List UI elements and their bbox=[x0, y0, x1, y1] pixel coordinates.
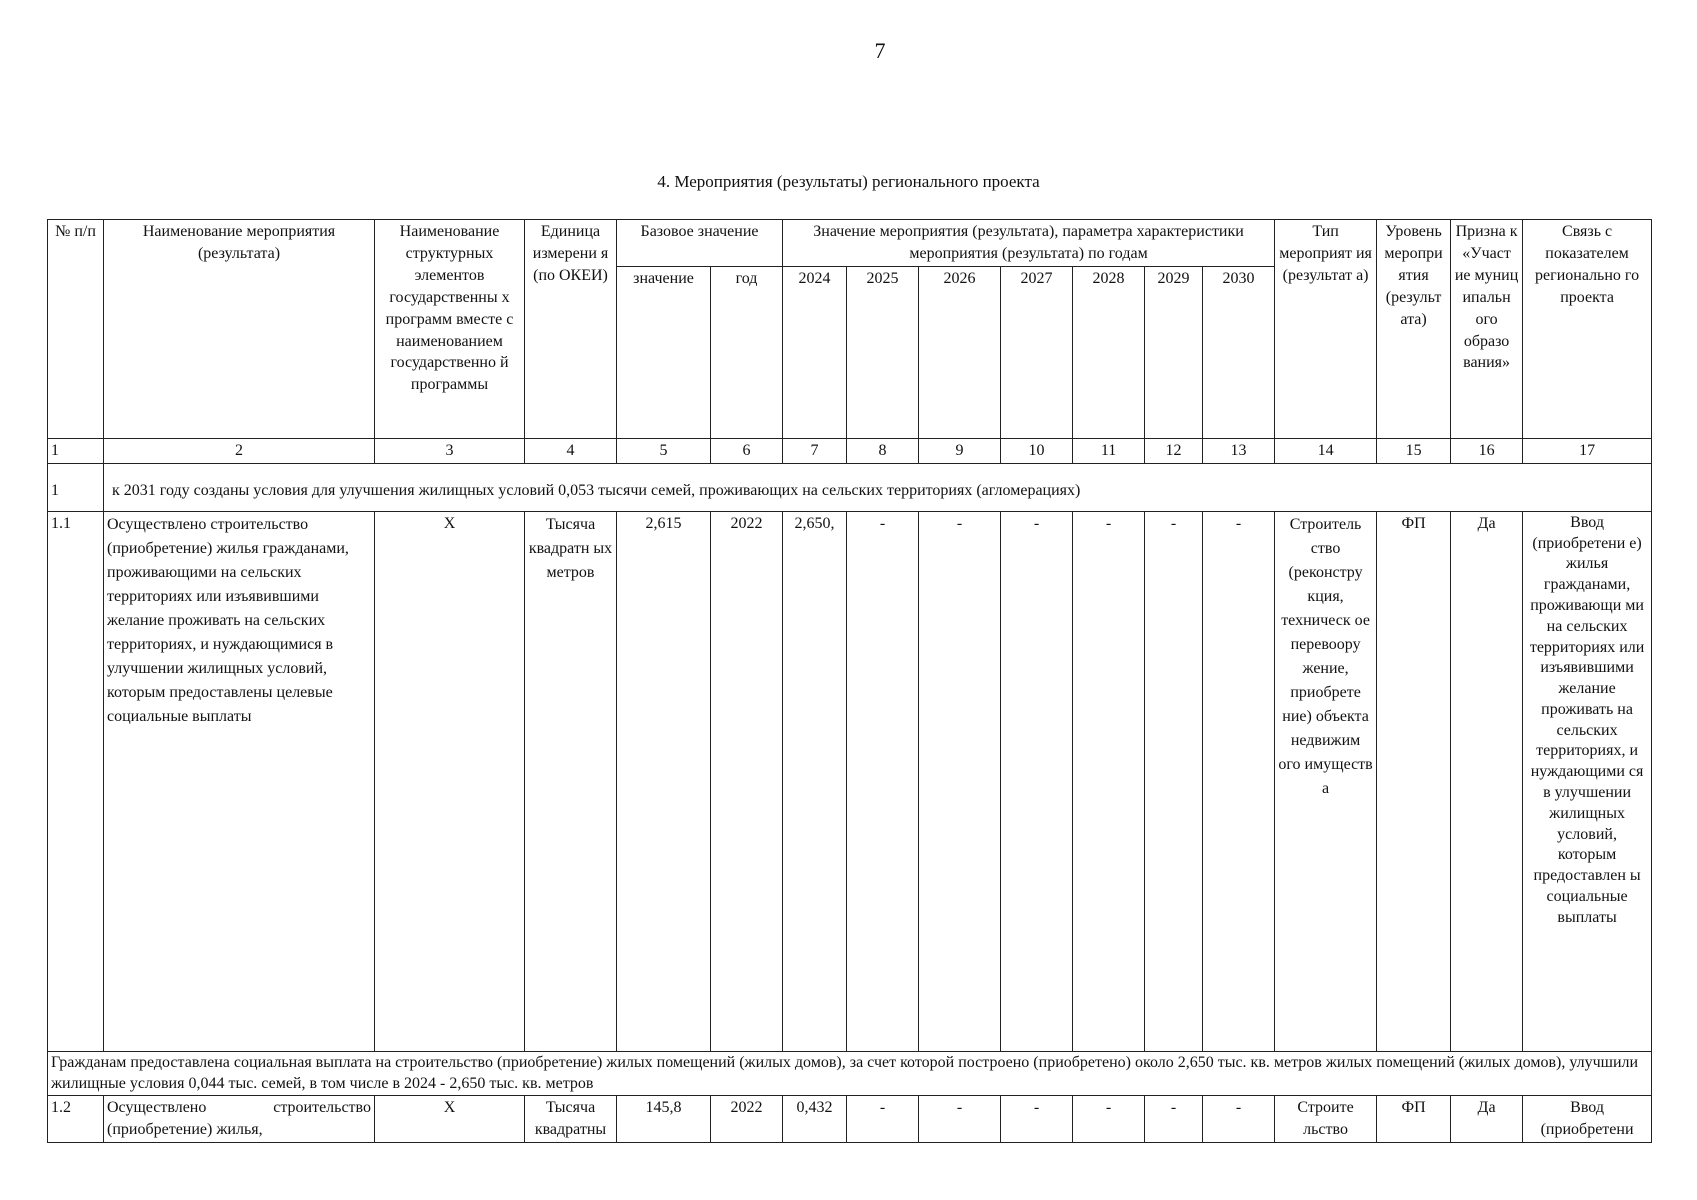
header-type: Тип мероприят ия (результат а) bbox=[1275, 220, 1377, 439]
column-number-row bbox=[48, 438, 1652, 463]
row-base-value: 2,615 bbox=[617, 511, 711, 1051]
row-name: Осуществлено строительство (приобретение) жилья гражданами, проживающими на сельских территориях или изъявившими желание проживать на сельских территориях, и нуждающимися в улучшении жилищных условий, которым предоставлены целевые социальные выплаты bbox=[104, 511, 375, 1051]
col-number: 15 bbox=[1377, 438, 1451, 463]
goal-row bbox=[48, 463, 1652, 511]
header-row-1 bbox=[48, 220, 1652, 267]
header-year-2028: 2028 bbox=[1073, 266, 1145, 438]
header-unit: Единица измерени я (по ОКЕИ) bbox=[525, 220, 617, 439]
row-base-value: 145,8 bbox=[617, 1096, 711, 1143]
header-base: Базовое значение bbox=[617, 220, 783, 267]
row-unit: Тысяча квадратны bbox=[525, 1096, 617, 1143]
col-number: 12 bbox=[1145, 438, 1203, 463]
row-value-2027: - bbox=[1001, 1096, 1073, 1143]
row-value-2029: - bbox=[1145, 1096, 1203, 1143]
col-number: 11 bbox=[1073, 438, 1145, 463]
header-year-2030: 2030 bbox=[1203, 266, 1275, 438]
row-value-2026: - bbox=[919, 1096, 1001, 1143]
row-value-2025: - bbox=[847, 511, 919, 1051]
row-unit: Тысяча квадратн ых метров bbox=[525, 511, 617, 1051]
goal-text: к 2031 году созданы условия для улучшения жилищных условий 0,053 тысячи семей, проживающих на сельских территориях (агломерациях) bbox=[104, 463, 1652, 511]
col-number: 1 bbox=[48, 438, 104, 463]
header-structural: Наименование структурных элементов государственны х программ вместе с наименованием государственно й программы bbox=[375, 220, 525, 439]
row-link: Ввод (приобретени е) жилья гражданами, проживающи ми на сельских территориях или изъявившими желание проживать на сельских территориях, и нуждающими ся в улучшении жилищных условий, которым предоставлен ы социальные выплаты bbox=[1523, 511, 1652, 1051]
row-base-year: 2022 bbox=[711, 511, 783, 1051]
table-row-1-1 bbox=[48, 511, 1652, 1051]
row-value-2026: - bbox=[919, 511, 1001, 1051]
note-row bbox=[48, 1051, 1652, 1096]
col-number: 3 bbox=[375, 438, 525, 463]
table-row-1-2 bbox=[48, 1096, 1652, 1143]
row-link: Ввод (приобретени bbox=[1523, 1096, 1652, 1143]
row-structural: Х bbox=[375, 511, 525, 1051]
col-number: 4 bbox=[525, 438, 617, 463]
col-number: 2 bbox=[104, 438, 375, 463]
header-year-2024: 2024 bbox=[783, 266, 847, 438]
row-type: Строитель ство (реконстру кция, техническ ое перевоору жение, приобрете ние) объекта недвижим ого имуществ а bbox=[1275, 511, 1377, 1051]
header-sign: Призна к «Участ ие муниц ипальн ого образо вания» bbox=[1451, 220, 1523, 439]
header-base-year: год bbox=[711, 266, 783, 438]
row-num: 1.1 bbox=[48, 511, 104, 1051]
col-number: 5 bbox=[617, 438, 711, 463]
header-link: Связь с показателем регионально го проекта bbox=[1523, 220, 1652, 439]
header-level: Уровень меропри ятия (результ ата) bbox=[1377, 220, 1451, 439]
header-year-2026: 2026 bbox=[919, 266, 1001, 438]
row-value-2030: - bbox=[1203, 1096, 1275, 1143]
row-value-2025: - bbox=[847, 1096, 919, 1143]
row-value-2027: - bbox=[1001, 511, 1073, 1051]
row-value-2024: 2,650, bbox=[783, 511, 847, 1051]
section-title: 4. Мероприятия (результаты) регионального проекта bbox=[657, 172, 1040, 191]
row-base-year: 2022 bbox=[711, 1096, 783, 1143]
row-num: 1.2 bbox=[48, 1096, 104, 1143]
header-year-2027: 2027 bbox=[1001, 266, 1073, 438]
row-type: Строите льство bbox=[1275, 1096, 1377, 1143]
row-structural: Х bbox=[375, 1096, 525, 1143]
col-number: 13 bbox=[1203, 438, 1275, 463]
col-number: 14 bbox=[1275, 438, 1377, 463]
col-number: 16 bbox=[1451, 438, 1523, 463]
col-number: 17 bbox=[1523, 438, 1652, 463]
events-table bbox=[47, 219, 1652, 1143]
col-number: 8 bbox=[847, 438, 919, 463]
row-note: Гражданам предоставлена социальная выплата на строительство (приобретение) жилых помещений (жилых домов), за счет которой построено (приобретено) около 2,650 тыс. кв. метров жилых помещений (жилых домов), улучшили жилищные условия 0,044 тыс. семей, в том числе в 2024 - 2,650 тыс. кв. метров bbox=[48, 1051, 1652, 1096]
row-value-2029: - bbox=[1145, 511, 1203, 1051]
page-number: 7 bbox=[874, 38, 886, 63]
row-value-2028: - bbox=[1073, 1096, 1145, 1143]
goal-num: 1 bbox=[48, 463, 104, 511]
header-num: № п/п bbox=[48, 220, 104, 439]
col-number: 9 bbox=[919, 438, 1001, 463]
row-value-2030: - bbox=[1203, 511, 1275, 1051]
header-year-2025: 2025 bbox=[847, 266, 919, 438]
row-sign: Да bbox=[1451, 1096, 1523, 1143]
col-number: 7 bbox=[783, 438, 847, 463]
header-values-title: Значение мероприятия (результата), параметра характеристики мероприятия (результата) по годам bbox=[783, 220, 1275, 267]
col-number: 10 bbox=[1001, 438, 1073, 463]
row-value-2028: - bbox=[1073, 511, 1145, 1051]
header-name: Наименование мероприятия (результата) bbox=[104, 220, 375, 439]
header-base-value: значение bbox=[617, 266, 711, 438]
row-level: ФП bbox=[1377, 1096, 1451, 1143]
row-level: ФП bbox=[1377, 511, 1451, 1051]
row-sign: Да bbox=[1451, 511, 1523, 1051]
header-year-2029: 2029 bbox=[1145, 266, 1203, 438]
row-value-2024: 0,432 bbox=[783, 1096, 847, 1143]
col-number: 6 bbox=[711, 438, 783, 463]
row-name: Осуществлено строительство (приобретение) жилья, bbox=[104, 1096, 375, 1143]
